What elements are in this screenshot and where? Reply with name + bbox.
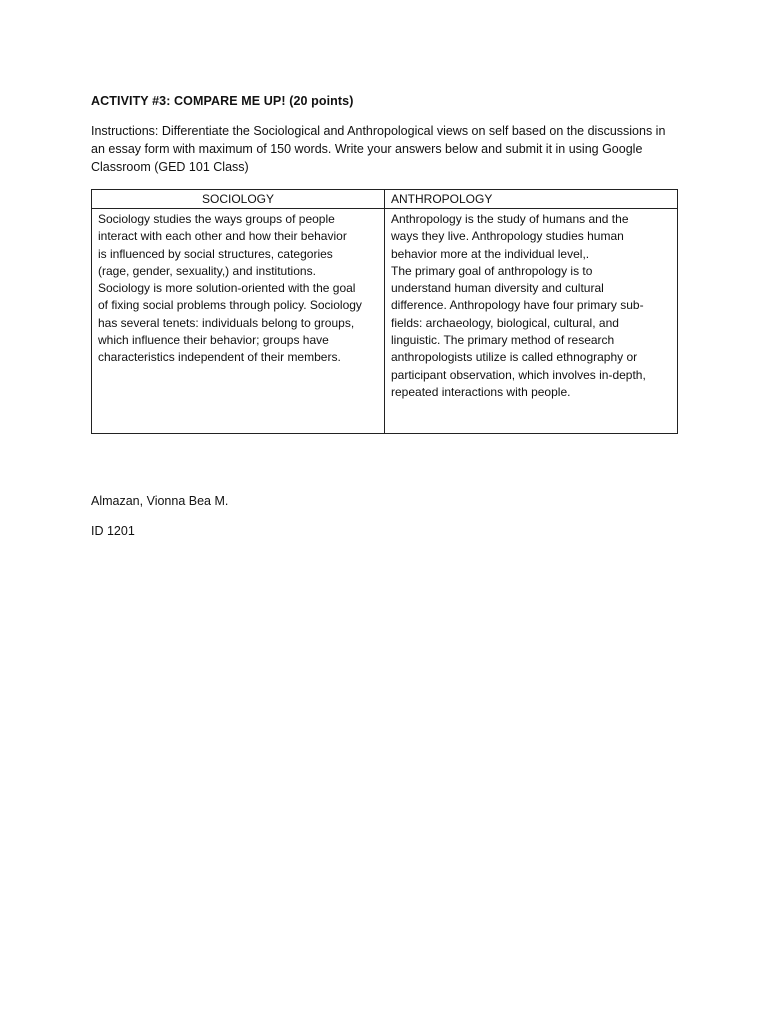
table-header-row: [92, 190, 678, 209]
sociology-cell: [92, 209, 385, 434]
sociology-line: of fixing social problems through policy. Sociology: [98, 298, 362, 313]
anthropology-cell: [385, 209, 678, 434]
anthropology-header: ANTHROPOLOGY: [385, 190, 678, 209]
anthropology-line: participant observation, which involves in-depth,: [391, 367, 646, 382]
anthropology-line: fields: archaeology, biological, cultural, and: [391, 315, 619, 330]
sociology-line: Sociology is more solution-oriented with the goal: [98, 281, 356, 296]
student-id: ID 1201: [91, 524, 135, 538]
anthropology-line: linguistic. The primary method of research: [391, 333, 615, 348]
instructions-paragraph: Instructions: Differentiate the Sociological and Anthropological views on self based on the discussions in an essay form with maximum of 150 words. Write your answers below and submit it in using Google Classroom (GED 101 Class): [91, 124, 666, 174]
comparison-table: [91, 189, 678, 434]
activity-title: ACTIVITY #3: COMPARE ME UP! (20 points): [91, 94, 354, 108]
table-row: [92, 209, 678, 434]
sociology-line: is influenced by social structures, categories: [98, 246, 333, 261]
anthropology-line: difference. Anthropology have four primary sub-: [391, 298, 644, 313]
sociology-line: Sociology studies the ways groups of people: [98, 212, 335, 226]
anthropology-line: understand human diversity and cultural: [391, 281, 604, 296]
anthropology-line: repeated interactions with people.: [391, 384, 571, 399]
author-name: Almazan, Vionna Bea M.: [91, 494, 229, 508]
anthropology-line: The primary goal of anthropology is to: [391, 263, 593, 278]
anthropology-line: anthropologists utilize is called ethnography or: [391, 350, 638, 365]
sociology-line: has several tenets: individuals belong to groups,: [98, 315, 355, 330]
sociology-header: SOCIOLOGY: [92, 190, 385, 209]
anthropology-line: Anthropology is the study of humans and the: [391, 212, 629, 226]
anthropology-line: ways they live. Anthropology studies human: [391, 229, 624, 244]
anthropology-line: behavior more at the individual level,.: [391, 246, 590, 261]
sociology-line: interact with each other and how their behavior: [98, 229, 347, 244]
sociology-line: characteristics independent of their members.: [98, 350, 341, 365]
sociology-line: (rage, gender, sexuality,) and institutions.: [98, 263, 316, 278]
sociology-line: which influence their behavior; groups have: [98, 333, 329, 348]
